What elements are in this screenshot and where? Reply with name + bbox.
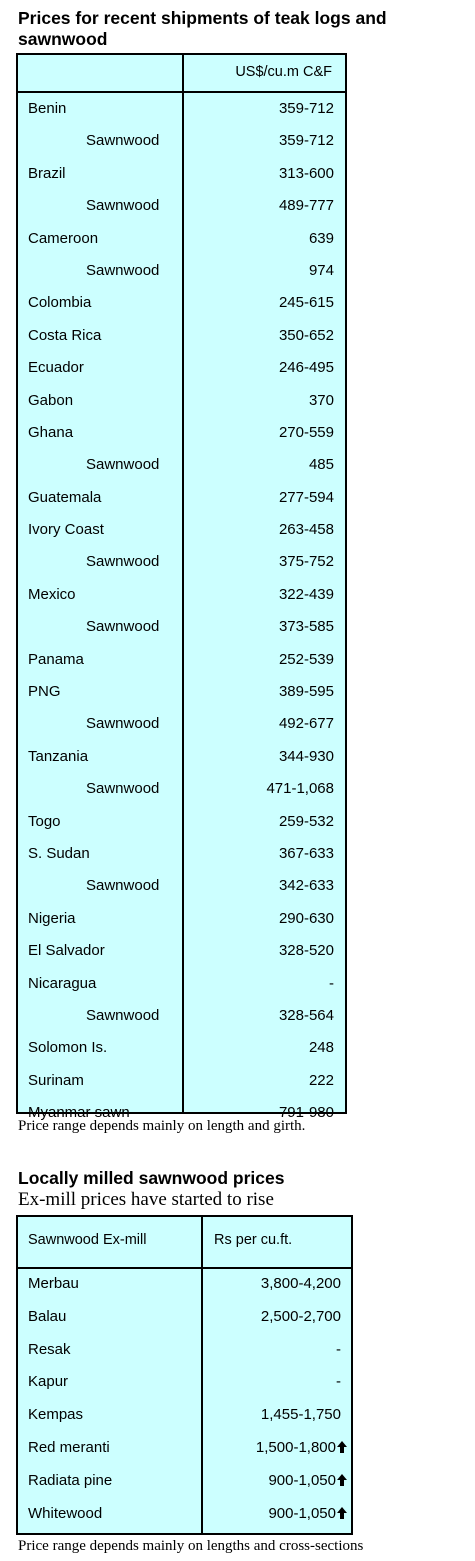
table-row [18,546,345,578]
table-row [18,903,345,935]
table-row [18,579,345,611]
country-name: Brazil [28,164,66,182]
table-row [18,158,345,190]
teak-footnote: Price range depends mainly on length and girth. [18,1118,306,1134]
table-row [18,1269,351,1302]
local-prices-title: Locally milled sawnwood prices [18,1168,285,1188]
species-name: Balau [28,1307,67,1325]
table-row [18,1302,351,1335]
table-row [18,806,345,838]
species-name: Kempas [28,1406,84,1424]
country-name: Togo [28,812,61,830]
price-value: 1,455-1,750 [260,1406,341,1424]
table-row [18,255,345,287]
table-row [18,644,345,676]
table-row [18,1433,351,1466]
table-header [18,55,345,93]
arrow-up-icon [337,1441,347,1453]
species-name: Kapur [28,1373,69,1391]
country-name: Solomon Is. [28,1039,108,1057]
price-range: 791-980 [278,1104,334,1122]
price-value: 900-1,050 [268,1471,336,1489]
price-range [336,1341,341,1358]
country-name: Mexico [28,585,76,603]
price-range: 259-532 [278,812,334,830]
table-row [18,223,345,255]
sawnwood-label: Sawnwood [86,1006,160,1024]
arrow-up-icon [337,1507,347,1519]
country-name: S. Sudan [28,844,90,862]
teak-prices-title: Prices for recent shipments of teak logs and sawnwood [18,8,387,49]
table-body [18,93,345,1130]
table-header [18,1217,351,1269]
price-range [256,1439,347,1456]
price-range: 375-752 [278,553,334,571]
country-name: Colombia [28,294,92,312]
table-row [18,1335,351,1368]
price-value: - [336,1340,341,1358]
price-range [261,1275,341,1292]
price-range: 485 [308,456,334,474]
price-range [261,1406,341,1423]
table-row [18,385,345,417]
price-range: 974 [308,261,334,279]
country-name: Costa Rica [28,326,102,344]
sawnwood-label: Sawnwood [86,197,160,215]
price-range [268,1472,347,1489]
table-row [18,838,345,870]
price-range: 639 [308,229,334,247]
table-row [18,514,345,546]
table-row [18,1367,351,1400]
species-name: Whitewood [28,1504,103,1522]
price-range: 342-633 [278,877,334,895]
price-range: 492-677 [278,715,334,733]
country-name: Ecuador [28,359,84,377]
table-body [18,1269,351,1531]
table-row [18,352,345,384]
price-range [336,1373,341,1390]
table-row [18,1466,351,1499]
sawnwood-label: Sawnwood [86,261,160,279]
country-name: Cameroon [28,229,99,247]
local-footnote: Price range depends mainly on lengths and cross-sections [18,1538,364,1554]
price-range: 370 [308,391,334,409]
price-range: 322-439 [278,585,334,603]
table-row [18,320,345,352]
sawnwood-label: Sawnwood [86,715,160,733]
country-name: Surinam [28,1071,84,1089]
price-range: 359-712 [278,132,334,150]
price-range: 344-930 [278,747,334,765]
price-range: 359-712 [278,100,334,117]
sawnwood-label: Sawnwood [86,780,160,798]
price-value: 2,500-2,700 [260,1307,341,1325]
table-row [18,417,345,449]
table-row [18,870,345,902]
table-row [18,1400,351,1433]
table-row [18,773,345,805]
sawnwood-label: Sawnwood [86,877,160,895]
table-row [18,449,345,481]
price-range [261,1308,341,1325]
table-row [18,741,345,773]
sawnwood-label: Sawnwood [86,132,160,150]
country-name: Nigeria [28,909,76,927]
table-row [18,935,345,967]
local-prices-subtitle: Ex-mill prices have started to rise [18,1189,274,1210]
country-name: Ghana [28,423,74,441]
price-range: 489-777 [278,197,334,215]
country-name: Benin [28,100,67,117]
sawnwood-label: Sawnwood [86,456,160,474]
table-row [18,1065,345,1097]
price-range: 328-520 [278,942,334,960]
price-value: 1,500-1,800 [255,1438,336,1456]
price-range: 290-630 [278,909,334,927]
price-range: - [329,974,334,992]
country-name: El Salvador [28,942,105,960]
country-name: Panama [28,650,84,668]
local-prices-table [16,1215,353,1535]
teak-prices-table [16,53,347,1122]
table-row [18,1499,351,1532]
price-range: 373-585 [278,618,334,636]
price-range: 263-458 [278,521,334,539]
unit-header: US$/cu.m C&F [235,64,332,80]
price-header: Rs per cu.ft. [214,1232,293,1248]
sawnwood-label: Sawnwood [86,553,160,571]
price-range: 270-559 [278,423,334,441]
table-row [18,968,345,1000]
species-header: Sawnwood Ex-mill [28,1232,147,1248]
table-row [18,482,345,514]
table-row [18,287,345,319]
country-name: Guatemala [28,488,102,506]
price-range: 246-495 [278,359,334,377]
species-name: Merbau [28,1275,79,1292]
price-range: 313-600 [278,164,334,182]
price-range: 252-539 [278,650,334,668]
table-row [18,125,345,157]
price-range: 222 [308,1071,334,1089]
table-row [18,93,345,125]
species-name: Red meranti [28,1438,110,1456]
table-row [18,611,345,643]
table-row [18,676,345,708]
sawnwood-label: Sawnwood [86,618,160,636]
price-value: 900-1,050 [268,1504,336,1522]
price-range: 248 [308,1039,334,1057]
price-range [268,1505,347,1522]
price-range: 367-633 [278,844,334,862]
price-range: 350-652 [278,326,334,344]
country-name: Nicaragua [28,974,97,992]
price-range: 389-595 [278,683,334,701]
country-name: PNG [28,683,61,701]
table-row [18,1000,345,1032]
species-name: Resak [28,1340,71,1358]
arrow-up-icon [337,1474,347,1486]
price-range: 471-1,068 [266,780,334,798]
country-name: Myanmar sawn [28,1104,130,1122]
price-value: - [336,1373,341,1391]
country-name: Gabon [28,391,74,409]
table-row [18,190,345,222]
country-name: Tanzania [28,747,89,765]
price-range: 245-615 [278,294,334,312]
price-value: 3,800-4,200 [260,1275,341,1292]
country-name: Ivory Coast [28,521,104,539]
table-row [18,1032,345,1064]
table-row [18,708,345,740]
species-name: Radiata pine [28,1471,113,1489]
price-range: 277-594 [278,488,334,506]
price-range: 328-564 [278,1006,334,1024]
